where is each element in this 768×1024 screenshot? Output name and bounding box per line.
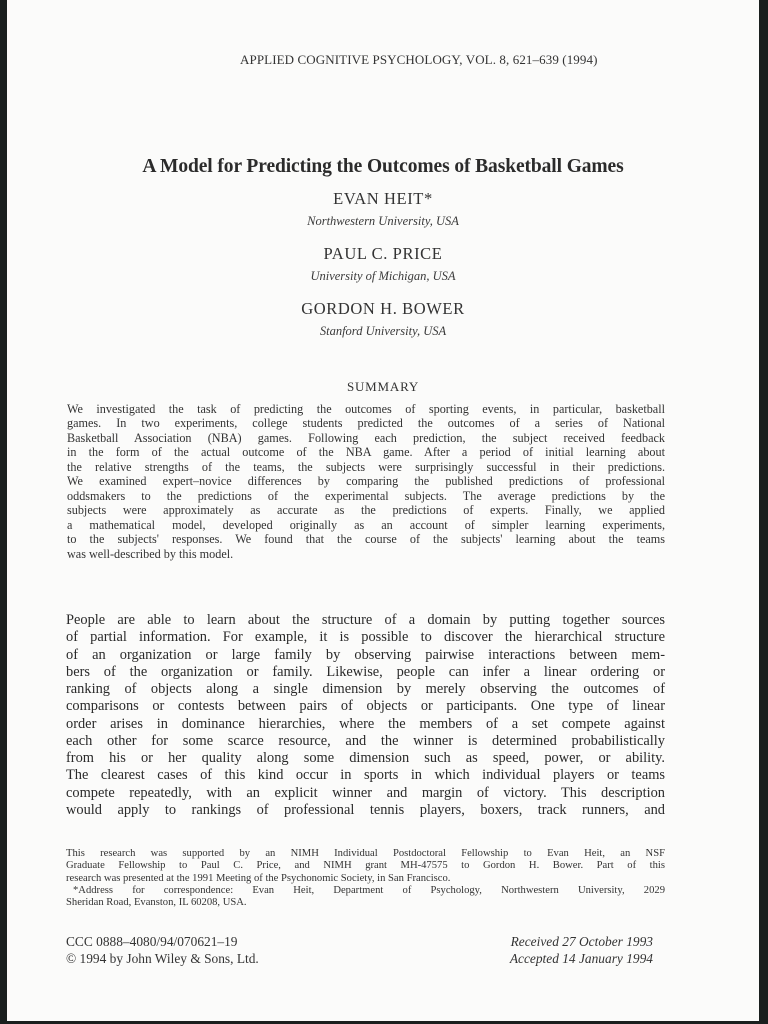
summary-line: games. In two experiments, college students predicted the outcomes of a series of National <box>67 416 665 431</box>
publication-info <box>66 933 259 967</box>
body-line: from his or her quality along some dimension such as speed, power, or ability. <box>66 750 665 766</box>
paper-title: A Model for Predicting the Outcomes of Basketball Games <box>142 156 624 177</box>
body-line: bers of the organization or family. Likewise, people can infer a linear ordering or <box>66 663 665 680</box>
body-paragraph <box>66 612 665 819</box>
summary-line: in the form of the actual outcome of the NBA game. After a period of initial learning about <box>67 445 665 460</box>
author-affiliation: Stanford University, USA <box>319 324 447 338</box>
footnotes <box>66 848 665 909</box>
paper-page <box>7 0 759 1021</box>
body-line: comparisons or contests between pairs of objects or participants. One type of linear <box>66 698 665 715</box>
body-line: The clearest cases of this kind occur in sports in which individual players or teams <box>66 767 665 784</box>
author-name: GORDON H. BOWER <box>301 299 465 318</box>
author-affiliation: University of Michigan, USA <box>310 269 456 283</box>
summary-line: We examined expert–novice differences by comparing the published predictions of professional <box>67 474 665 489</box>
correspondence-note-line: *Address for correspondence: Evan Heit, Department of Psychology, Northwestern University, 2029 <box>73 884 665 896</box>
body-line: order arises in dominance hierarchies, where the members of a set compete against <box>66 715 665 732</box>
summary-line: Basketball Association (NBA) games. Following each prediction, the subject received feedback <box>67 430 665 445</box>
ccc-code: CCC 0888–4080/94/070621–19 <box>66 934 238 949</box>
summary-line: We investigated the task of predicting the outcomes of sporting events, in particular, basketball <box>67 402 665 416</box>
funding-note-line: research was presented at the 1991 Meeting of the Psychonomic Society, in San Francisco. <box>66 872 451 884</box>
author-name: PAUL C. PRICE <box>323 244 443 263</box>
author-affiliation: Northwestern University, USA <box>307 214 459 228</box>
author-name: EVAN HEIT* <box>333 189 433 208</box>
summary-line: oddsmakers to the predictions of the experimental subjects. The average predictions by the <box>67 488 665 503</box>
body-line: each other for some scarce resource, and the winner is determined probabilistically <box>66 732 665 749</box>
body-line: ranking of objects along a single dimension by merely observing the outcomes of <box>66 681 665 697</box>
body-line: of an organization or large family by observing pairwise interactions between mem- <box>66 646 665 663</box>
accepted-date: Accepted 14 January 1994 <box>509 951 653 966</box>
summary-abstract <box>67 402 665 561</box>
body-line: would apply to rankings of professional tennis players, boxers, track runners, and <box>66 801 665 818</box>
body-line: People are able to learn about the structure of a domain by putting together sources <box>66 612 665 628</box>
received-date: Received 27 October 1993 <box>510 934 653 949</box>
dates <box>510 933 653 967</box>
summary-line: a mathematical model, developed originally as an account of simpler learning experiments, <box>67 517 665 532</box>
summary-line: subjects were approximately as accurate as the predictions of experts. Finally, we applied <box>67 503 665 518</box>
funding-note-line: Graduate Fellowship to Paul C. Price, and NIMH grant MH-47575 to Gordon H. Bower. Part of this <box>66 860 665 872</box>
summary-line: to the subjects' responses. We found that the course of the subjects' learning about the teams <box>67 532 665 547</box>
body-line: of partial information. For example, it is possible to discover the hierarchical structure <box>66 629 665 646</box>
summary-heading: SUMMARY <box>346 379 420 394</box>
funding-note-line: This research was supported by an NIMH Individual Postdoctoral Fellowship to Evan Heit, an NSF <box>66 848 665 859</box>
summary-line: the relative strengths of the teams, the subjects were surprisingly successful in their predictions. <box>67 459 665 474</box>
correspondence-note-line: Sheridan Road, Evanston, IL 60208, USA. <box>66 897 247 909</box>
summary-line: was well-described by this model. <box>67 546 234 561</box>
copyright: © 1994 by John Wiley & Sons, Ltd. <box>66 951 259 966</box>
body-line: compete repeatedly, with an explicit winner and margin of victory. This description <box>66 784 665 801</box>
running-head: APPLIED COGNITIVE PSYCHOLOGY, VOL. 8, 621–639 (1994) <box>240 52 598 67</box>
